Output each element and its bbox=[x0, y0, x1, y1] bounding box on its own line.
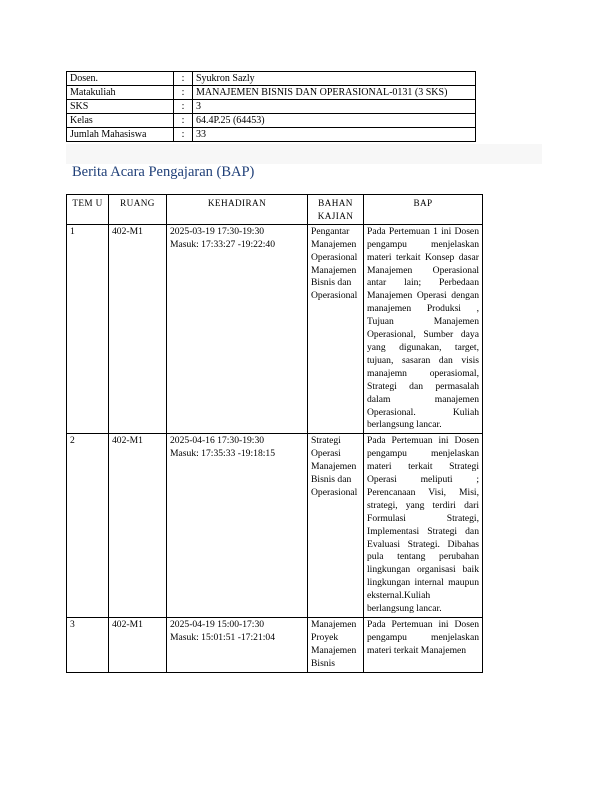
info-label: Dosen. bbox=[67, 72, 174, 86]
cell-bap: Pada Pertemuan ini Dosen pengampu menjelaskan materi terkait Manajemen bbox=[364, 618, 483, 673]
cell-ruang: 402-M1 bbox=[109, 224, 167, 434]
cell-bap: Pada Pertemuan ini Dosen pengampu menjelaskan materi terkait Strategi Operasi meliputi ; Perencanaan Visi, Misi, strategi, yang terdiri dari Formulasi Strategi, Implementasi Strategi dan Evaluasi Strategi. Dibahas pula tentang perubahan lingkungan organisasi baik lingkungan internal maupun eksternal.Kuliah berlangsung lancar. bbox=[364, 434, 483, 618]
info-label: Matakuliah bbox=[67, 86, 174, 100]
cell-bahan-kajian: Manajemen Proyek Manajemen Bisnis bbox=[308, 618, 364, 673]
info-row bbox=[67, 100, 476, 114]
jadwal-text: 2025-04-16 17:30-19:30 bbox=[170, 435, 265, 447]
bap-header-row bbox=[67, 195, 483, 225]
cell-bahan-kajian: Pengantar Manajemen Operasional Manajemen Bisnis dan Operasional bbox=[308, 224, 364, 434]
info-value: Syukron Sazly bbox=[193, 72, 476, 86]
header-tem: TEM U bbox=[67, 195, 109, 225]
cell-ruang: 402-M1 bbox=[109, 434, 167, 618]
jadwal-text: 2025-03-19 17:30-19:30 bbox=[170, 225, 265, 237]
info-row bbox=[67, 72, 476, 86]
info-row bbox=[67, 114, 476, 128]
info-value: MANAJEMEN BISNIS DAN OPERASIONAL-0131 (3 SKS) bbox=[193, 86, 476, 100]
jadwal-text: 2025-04-19 15:00-17:30 bbox=[170, 619, 265, 630]
masuk-text: Masuk: 15:01:51 -17:21:04 bbox=[170, 631, 275, 643]
info-separator: : bbox=[174, 114, 193, 128]
info-value: 3 bbox=[193, 100, 476, 114]
title-band bbox=[66, 144, 542, 164]
cell-ruang: 402-M1 bbox=[109, 618, 167, 673]
cell-kehadiran bbox=[167, 224, 308, 434]
cell-kehadiran bbox=[167, 618, 308, 673]
info-separator: : bbox=[174, 128, 193, 142]
cell-tem: 1 bbox=[67, 224, 109, 434]
cell-kehadiran bbox=[167, 434, 308, 618]
cell-bap: Pada Pertemuan 1 ini Dosen pengampu menjelaskan materi terkait Konsep dasar Manajemen Operasional antar lain; Perbedaan Manajemen Operasi dengan manajemen Produksi , Tujuan Manajemen Operasional, Sumber daya yang digunakan, target, tujuan, sasaran dan visis manajemn operasiomal, Strategi dan permasalah dalam manajemen Operasional. Kuliah berlangsung lancar. bbox=[364, 224, 483, 434]
info-row bbox=[67, 86, 476, 100]
table-row bbox=[67, 618, 483, 673]
table-row bbox=[67, 224, 483, 434]
info-separator: : bbox=[174, 100, 193, 114]
header-bahan-kajian: BAHAN KAJIAN bbox=[308, 195, 364, 225]
section-title: Berita Acara Pengajaran (BAP) bbox=[72, 164, 255, 180]
info-value: 33 bbox=[193, 128, 476, 142]
info-label: Kelas bbox=[67, 114, 174, 128]
masuk-text: Masuk: 17:35:33 -19:18:15 bbox=[170, 448, 275, 460]
info-row bbox=[67, 128, 476, 142]
cell-tem: 2 bbox=[67, 434, 109, 618]
info-value: 64.4P.25 (64453) bbox=[193, 114, 476, 128]
bap-table bbox=[66, 194, 483, 673]
header-kehadiran: KEHADIRAN bbox=[167, 195, 308, 225]
info-separator: : bbox=[174, 72, 193, 86]
table-row bbox=[67, 434, 483, 618]
cell-tem: 3 bbox=[67, 618, 109, 673]
header-bap: BAP bbox=[364, 195, 483, 225]
info-label: SKS bbox=[67, 100, 174, 114]
course-info-table bbox=[66, 71, 476, 142]
header-ruang: RUANG bbox=[109, 195, 167, 225]
info-label: Jumlah Mahasiswa bbox=[67, 128, 174, 142]
cell-bahan-kajian: Strategi Operasi Manajemen Bisnis dan Operasional bbox=[308, 434, 364, 618]
masuk-text: Masuk: 17:33:27 -19:22:40 bbox=[170, 238, 275, 250]
info-separator: : bbox=[174, 86, 193, 100]
